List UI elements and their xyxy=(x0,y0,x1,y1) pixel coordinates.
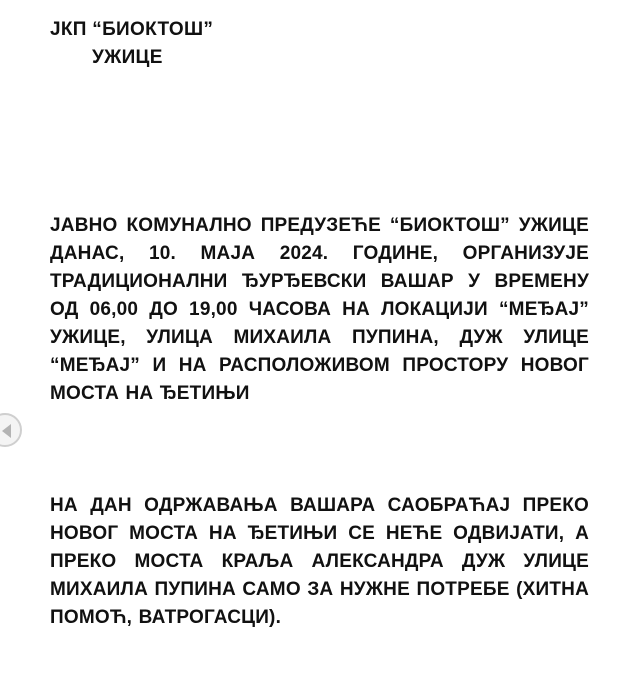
previous-page-button[interactable] xyxy=(0,413,22,447)
organization-name: ЈКП “БИОКТОШ” xyxy=(50,19,214,40)
chevron-left-icon xyxy=(2,424,11,438)
announcement-paragraph-1: ЈАВНО КОМУНАЛНО ПРЕДУЗЕЋЕ “БИОКТОШ” УЖИЦЕ ДАНАС, 10. МАЈА 2024. ГОДИНЕ, ОРГАНИЗУЈЕ ТРАДИЦИОНАЛНИ ЂУРЂЕВСКИ ВАШАР У ВРЕМЕНУ ОД 06,00 ДО 19,00 ЧАСОВА НА ЛОКАЦИЈИ “МЕЂАЈ” УЖИЦЕ, УЛИЦА МИХАИЛА ПУПИНА, ДУЖ УЛИЦЕ “МЕЂАЈ” И НА РАСПОЛОЖИВОМ ПРОСТОРУ НОВОГ МОСТА НА ЂЕТИЊИ xyxy=(50,215,589,404)
announcement-paragraph-2: НА ДАН ОДРЖАВАЊА ВАШАРА САОБРАЋАЈ ПРЕКО НОВОГ МОСТА НА ЂЕТИЊИ СЕ НЕЋЕ ОДВИЈАТИ, А ПРЕКО МОСТА КРАЉА АЛЕКСАНДРА ДУЖ УЛИЦЕ МИХАИЛА ПУПИНА САМО ЗА НУЖНЕ ПОТРЕБЕ (ХИТНА ПОМОЋ, ВАТРОГАСЦИ). xyxy=(50,495,589,628)
organization-city: УЖИЦЕ xyxy=(92,47,163,68)
